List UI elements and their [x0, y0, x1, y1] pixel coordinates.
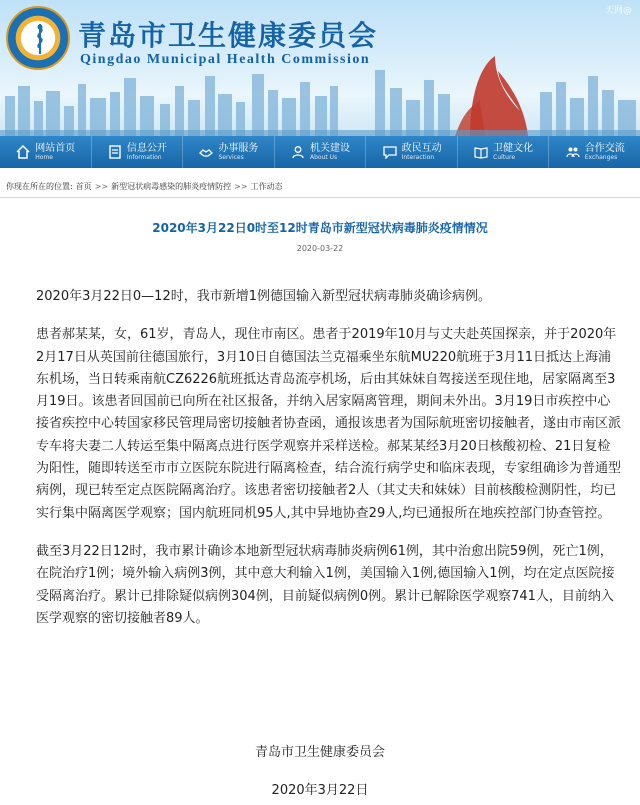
people-icon [565, 144, 581, 160]
nav-label: 信息公开 [126, 142, 167, 154]
header-banner [0, 0, 640, 136]
home-icon [15, 144, 31, 160]
chat-icon [382, 144, 398, 160]
city-skyline-image [0, 56, 640, 136]
site-title-en: Qingdao Municipal Health Commission [80, 52, 371, 67]
handshake-icon [198, 144, 214, 160]
signature-date: 2020年3月22日 [271, 783, 369, 798]
article-paragraph: 2020年3月22日0—12时，我市新增1例德国输入新型冠状病毒肺炎确诊病例。 [36, 289, 491, 304]
user-icon [290, 144, 306, 160]
article-body [36, 286, 622, 646]
nav-item-exchanges[interactable] [549, 136, 640, 168]
book-icon [473, 144, 489, 160]
watermark: 天网@ [604, 6, 632, 16]
site-title: 青岛市卫生健康委员会 [78, 19, 379, 52]
nav-label-en: Interaction [401, 153, 435, 161]
caduceus-icon [33, 24, 47, 54]
nav-label: 机关建设 [310, 142, 351, 154]
nav-label-en: Information [126, 153, 162, 161]
signature-organization: 青岛市卫生健康委员会 [254, 745, 385, 760]
nav-item-about-us[interactable] [275, 136, 367, 168]
nav-item-services[interactable] [183, 136, 275, 168]
article-paragraph: 患者郝某某，女，61岁，青岛人，现住市南区。患者于2019年10月与丈夫赴英国探亲，并于2020年2月17日从英国前往德国旅行，3月10日自德国法兰克福乘坐东航MU220航班于3月11日抵达上海浦东机场，当日转乘南航CZ6226航班抵达青岛流亭机场，后由其妹妹自驾接送至现住地，居家隔离至3月19日。该患者回国前已向所在社区报备，并纳入居家隔离管理，期间未外出。3月19日市疾控中心接省疾控中心转国家移民管理局密切接触者协查函，通报该患者为国际航班密切接触者，遂由市南区派专车将夫妻二人转运至集中隔离点进行医学观察并采样送检。郝某某经3月20日核酸初检、21日复检为阳性，随即转送至市市立医院东院进行隔离检查，结合流行病学史和临床表现，专家组确诊为普通型病例，现已转至定点医院隔离治疗。该患者密切接触者2人（其丈夫和妹妹）目前核酸检测阴性，均已实行集中隔离医学观察；国内航班同机95人,其中异地协查29人,均已通报所在地疾控部门协查管控。 [36, 327, 622, 521]
nav-item-interaction[interactable] [366, 136, 458, 168]
nav-label-en: Culture [493, 153, 516, 161]
breadcrumb-link-epidemic[interactable]: 新型冠状病毒感染的肺炎疫情防控 [111, 182, 232, 191]
breadcrumb-separator: >> [234, 182, 248, 191]
article-date: 2020-03-22 [296, 244, 344, 253]
nav-label-en: About Us [310, 153, 338, 161]
nav-label: 政民互动 [401, 142, 442, 154]
breadcrumb-link-home[interactable]: 首页 [75, 182, 92, 191]
nav-label: 合作交流 [584, 142, 625, 154]
main-nav [0, 136, 640, 168]
article-paragraph: 截至3月22日12时，我市累计确诊本地新型冠状病毒肺炎病例61例，其中治愈出院59例，死亡1例，在院治疗1例；境外输入病例3例，其中意大利输入1例，美国输入1例,德国输入1例，均在定点医院接受隔离治疗。累计已排除疑似病例304例，目前疑似病例0例。累计已解除医学观察741人，目前纳入医学观察的密切接触者89人。 [36, 543, 615, 626]
nav-item-information[interactable] [92, 136, 184, 168]
nav-label-en: Services [218, 153, 244, 161]
nav-label-en: Exchanges [584, 153, 618, 161]
article-title: 2020年3月22日0时至12时青岛市新型冠状病毒肺炎疫情情况 [152, 221, 488, 235]
nav-label-en: Home [35, 153, 53, 161]
breadcrumb [0, 176, 640, 198]
breadcrumb-link-work-news[interactable]: 工作动态 [250, 182, 283, 191]
nav-item-home[interactable] [0, 136, 92, 168]
nav-label: 办事服务 [218, 142, 259, 154]
nav-item-culture[interactable] [458, 136, 550, 168]
nav-label: 卫健文化 [493, 142, 534, 154]
document-icon [107, 144, 123, 160]
breadcrumb-prefix: 你现在所在的位置: [6, 182, 73, 191]
nav-label: 网站首页 [35, 142, 76, 154]
breadcrumb-separator: >> [94, 182, 109, 191]
